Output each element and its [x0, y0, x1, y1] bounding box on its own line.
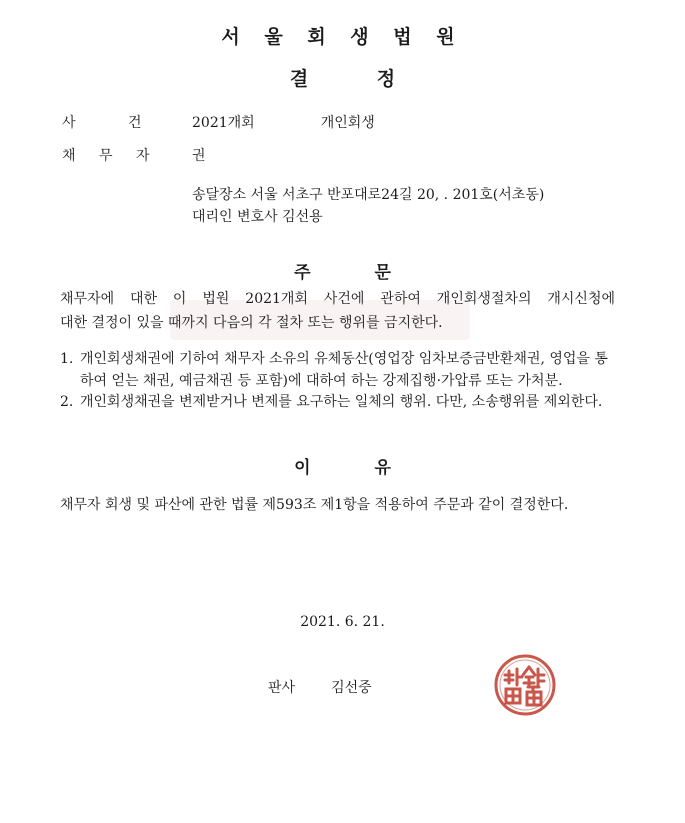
- debtor-agent: 대리인 변호사 김선용: [192, 209, 323, 225]
- case-number: [192, 112, 375, 132]
- order-item-number: 1.: [60, 351, 74, 367]
- order-item: [60, 348, 615, 392]
- judge-seal-stamp-icon: [493, 653, 557, 717]
- order-item: [60, 391, 615, 413]
- judge-name: 김선중: [331, 680, 372, 696]
- judge-title: 판사: [268, 680, 296, 696]
- debtor-address: 송달장소 서울 서초구 반포대로24길 20, . 201호(서초동): [192, 187, 545, 203]
- case-type: 개인회생: [320, 115, 375, 131]
- order-item-text: 개인회생채권을 변제받거나 변제를 요구하는 일체의 행위. 다만, 소송행위를 제외한다.: [80, 394, 603, 410]
- order-intro-line2: 대한 결정이 있을 때까지 다음의 각 절차 또는 행위를 금지한다.: [60, 315, 443, 331]
- decision-date: 2021. 6. 21.: [300, 614, 385, 630]
- document-type-title: 결 정: [289, 68, 396, 90]
- debtor-name: 권: [192, 148, 206, 164]
- order-item-number: 2.: [60, 394, 74, 410]
- reason-text: 채무자 회생 및 파산에 관한 법률 제593조 제1항을 적용하여 주문과 같이 결정한다.: [60, 497, 569, 513]
- court-name: 서 울 회 생 법 원: [221, 26, 464, 48]
- reason-heading: 이 유: [294, 458, 391, 478]
- debtor-label: 채 무 자: [62, 148, 150, 164]
- case-label: 사 건: [62, 115, 142, 131]
- order-heading: 주 문: [294, 263, 391, 283]
- case-number-text: 2021개회: [192, 115, 255, 131]
- order-intro-line1: 채무자에 대한 이 법원 2021개회 사건에 관하여 개인회생절차의 개시신청에: [60, 291, 615, 307]
- order-item-text: 개인회생채권에 기하여 채무자 소유의 유체동산(영업장 임차보증금반환채권, 영업을 통하여 얻는 채권, 예금채권 등 포함)에 대하여 하는 강제집행·가압류 또는 가처분.: [80, 351, 608, 389]
- judge-signature-line: [268, 677, 372, 697]
